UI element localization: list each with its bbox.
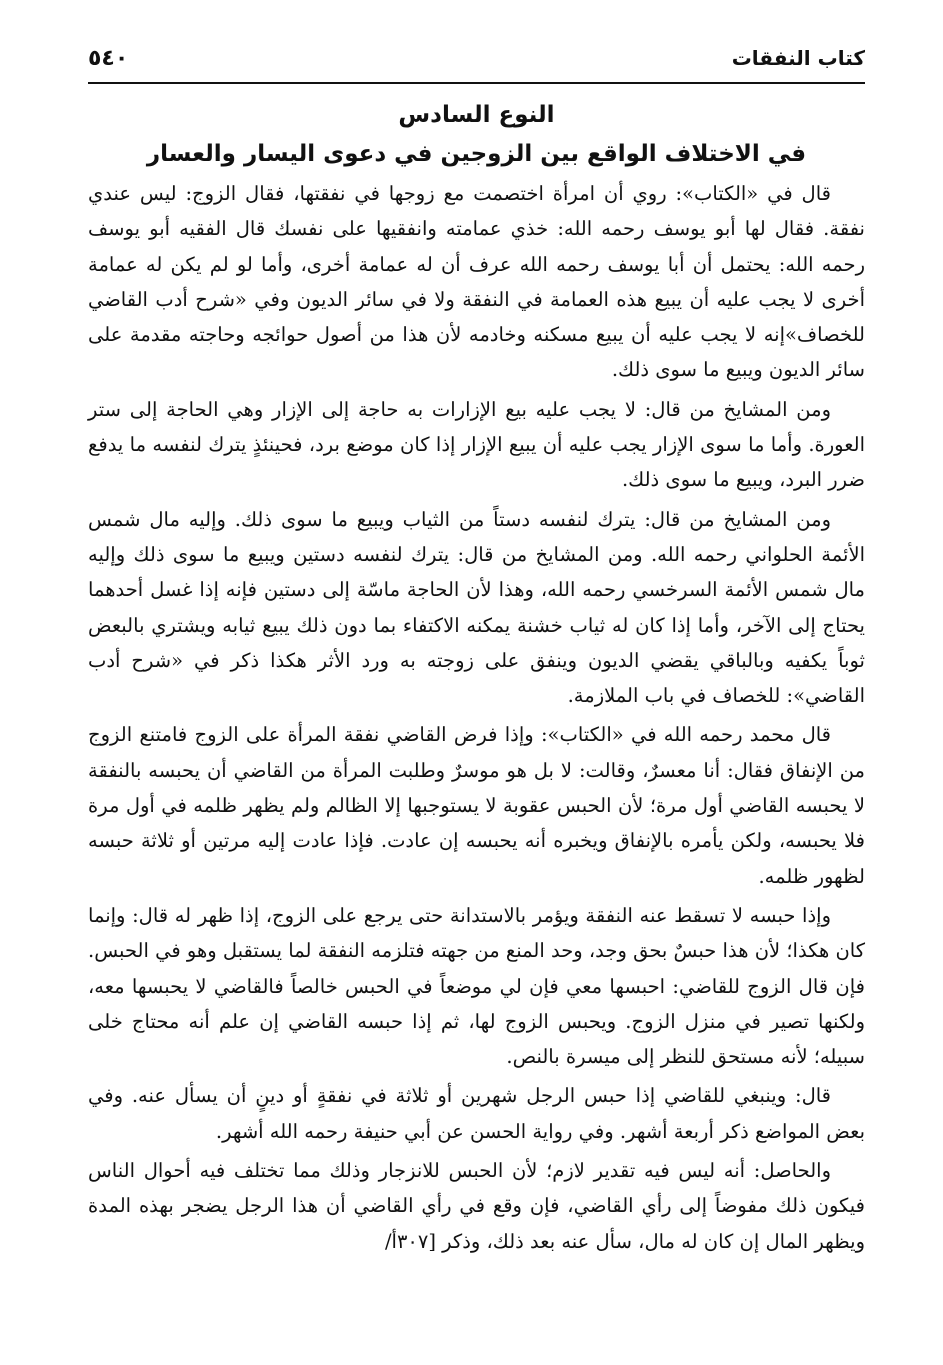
page-number: ٥٤٠	[88, 45, 129, 71]
paragraph: قال محمد رحمه الله في «الكتاب»: وإذا فرض القاضي نفقة المرأة على الزوج فامتنع الزوج من الإنفاق فقال: أنا معسرٌ، وقالت: لا بل هو موسرٌ وطلبت المرأة من القاضي أن يحبسه بالنفقة لا يحبسه القاضي أول مرة؛ لأن الحبس عقوبة لا يستوجبها إلا الظالم ولم يظهر ظلمه في أول مرة فلا يحبسه، ولكن يأمره بالإنفاق ويخبره أنه يحبسه إن عادت. فإذا عادت إليه مرتين أو ثلاثة حبسه لظهور ظلمه.	[88, 723, 865, 888]
header-rule	[88, 82, 865, 84]
page-header	[88, 38, 865, 78]
paragraph: ومن المشايخ من قال: لا يجب عليه بيع الإزارات به حاجة إلى الإزار وهي الحاجة إلى ستر العورة. وأما ما سوى الإزار يجب عليه أن يبيع الإزار إذا كان موضع برد، فحينئذٍ يترك لنفسه ما يدفع ضرر البرد، ويبيع ما سوى ذلك.	[88, 397, 865, 492]
section-subtitle: في الاختلاف الواقع بين الزوجين في دعوى اليسار والعسار	[146, 141, 807, 167]
paragraph: قال: وينبغي للقاضي إذا حبس الرجل شهرين أو ثلاثة في نفقةٍ أو دينٍ أن يسأل عنه. وفي بعض المواضع ذكر أربعة أشهر. وفي رواية الحسن عن أبي حنيفة رحمه الله أشهر.	[88, 1084, 865, 1143]
section-heading	[88, 96, 865, 174]
paragraph: قال في «الكتاب»: روي أن امرأة اختصمت مع زوجها في نفقتها، فقال الزوج: ليس عندي نفقة. فقال لها أبو يوسف رحمه الله: خذي عمامته وانفقيها على نفسك قال الفقيه أبو يوسف رحمه الله: يحتمل أن أبا يوسف رحمه الله عرف أن له عمامة أخرى، وأما لو لم يكن له عمامة أخرى لا يجب عليه أن يبيع هذه العمامة في النفقة ولا في سائر الديون وفي «شرح أدب القاضي للخصاف»إنه لا يجب عليه أن يبيع مسكنه وخادمه لأن هذا من أصول حوائجه وحاجته مقدمة على سائر الديون ويبيع ما سوى ذلك.	[88, 182, 865, 382]
paragraph: وإذا حبسه لا تسقط عنه النفقة ويؤمر بالاستدانة حتى يرجع على الزوج، إذا ظهر له قال: وإنما كان هكذا؛ لأن هذا حبسٌ بحق وجد، وحد المنع من جهته فتلزمه النفقة لما يستقبل وهو في الحبس. فإن قال الزوج للقاضي: احبسها معي فإن لي موضعاً في الحبس خالصاً فالقاضي لا يحبسها معه، ولكنها تصير في منزل الزوج. ويحبس الزوج لها، ثم إذا حبسه القاضي إن علم أنه محتاج خلى سبيله؛ لأنه مستحق للنظر إلى ميسرة بالنص.	[88, 903, 865, 1069]
body-text	[88, 176, 865, 1263]
paragraph: ومن المشايخ من قال: يترك لنفسه دستاً من الثياب ويبيع ما سوى ذلك. وإليه مال شمس الأئمة الحلواني رحمه الله. ومن المشايخ من قال: يترك لنفسه دستين ويبيع ما سوى ذلك وإليه مال شمس الأئمة السرخسي رحمه الله، وهذا لأن الحاجة ماسّة إلى دستين فإنه إذا غسل أحدهما يحتاج إلى الآخر، وأما إذا كان له ثياب خشنة يمكنه الاكتفاء بما دون ذلك يبيع ثيابه ويشتري بالبعض ثوباً يكفيه وبالباقي يقضي الديون وينفق على زوجته به ورد الأثر هكذا ذكر في «شرح أدب القاضي»: للخصاف في باب الملازمة.	[88, 507, 865, 708]
paragraph: والحاصل: أنه ليس فيه تقدير لازم؛ لأن الحبس للانزجار وذلك مما تختلف فيه أحوال الناس فيكون ذلك مفوضاً إلى رأي القاضي، فإن وقع في رأي القاضي أن هذا الرجل يضجر بهذه المدة ويظهر المال إن كان له مال، سأل عنه بعد ذلك، وذكر [٣٠٧أ/	[88, 1159, 865, 1253]
running-title: كتاب النفقات	[731, 46, 865, 70]
section-type-title: النوع السادس	[398, 102, 555, 128]
